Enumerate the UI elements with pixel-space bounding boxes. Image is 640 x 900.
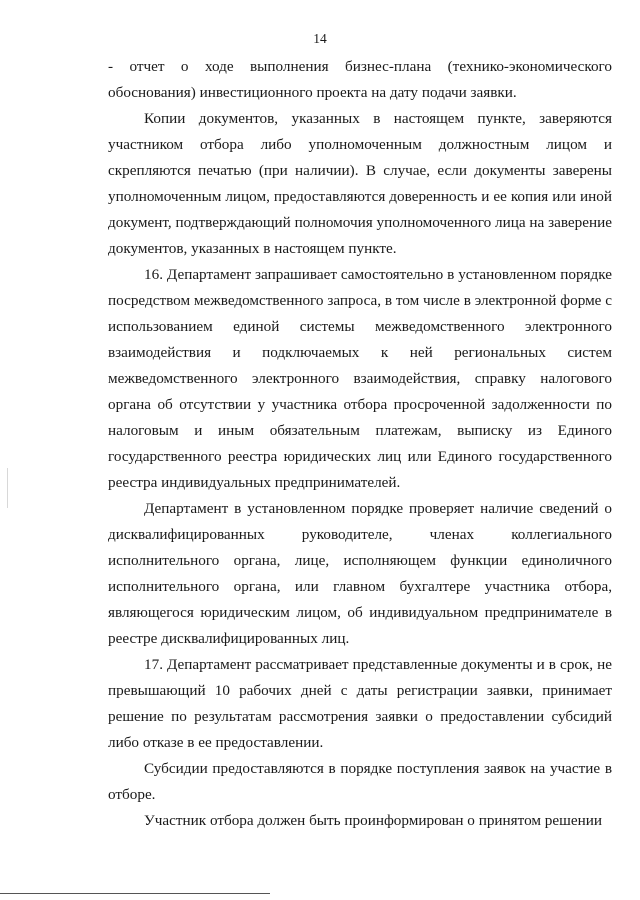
paragraph-document-copies: Копии документов, указанных в настоящем пункте, заверяются участником отбора либо уполномоченным должностным лицом и скрепляются печатью (при наличии). В случае, если документы заверены уполномоченным лицом, предоставляются доверенность и ее копия или иной документ, подтверждающий полномочия уполномоченного лица на заверение документов, указанных в настоящем пункте. [108,110,612,257]
page-number: 14 [313,31,327,46]
document-body [108,54,612,834]
paragraph-notification: Участник отбора должен быть проинформирован о принятом решении [144,812,602,829]
paragraph-report-item: - отчет о ходе выполнения бизнес-плана (технико-экономического обоснования) инвестиционного проекта на дату подачи заявки. [108,58,612,101]
footer-rule [0,893,270,894]
paragraph-disqualification-check: Департамент в установленном порядке проверяет наличие сведений о дисквалифицированных руководителе, членах коллегиального исполнительного органа, лице, исполняющем функции единоличного исполнительного органа, или главном бухгалтере участника отбора, являющегося юридическим лицом, об индивидуальном предпринимателе в реестре дисквалифицированных лиц. [108,500,612,647]
paragraph-section-17: 17. Департамент рассматривает представленные документы и в срок, не превышающий 10 рабочих дней с даты регистрации заявки, принимает решение по результатам рассмотрения заявки о предоставлении субсидий либо отказе в ее предоставлении. [108,656,612,751]
paragraph-subsidy-order: Субсидии предоставляются в порядке поступления заявок на участие в отборе. [108,760,612,803]
scan-margin-mark [7,468,8,508]
paragraph-section-16: 16. Департамент запрашивает самостоятельно в установленном порядке посредством межведомственного запроса, в том числе в электронной форме с использованием единой системы межведомственного электронного взаимодействия и подключаемых к ней региональных систем межведомственного электронного взаимодействия, справку налогового органа об отсутствии у участника отбора просроченной задолженности по налоговым и иным обязательным платежам, выписку из Единого государственного реестра юридических лиц или Единого государственного реестра индивидуальных предпринимателей. [108,266,612,491]
